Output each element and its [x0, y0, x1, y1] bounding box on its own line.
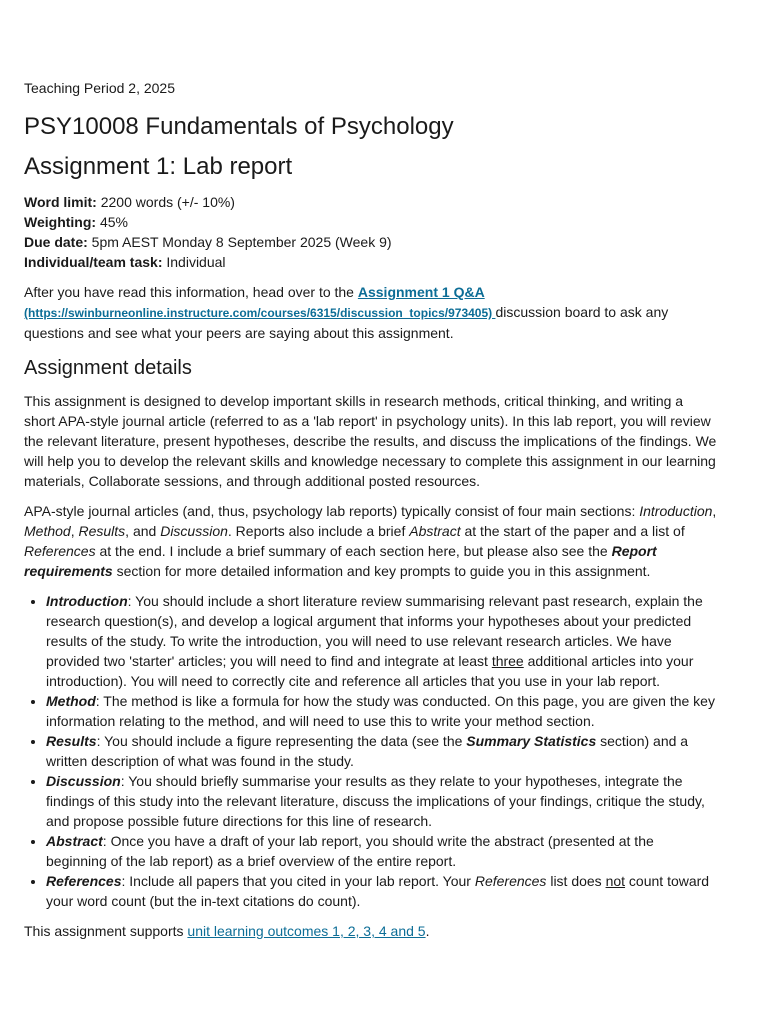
- assignment-meta: [24, 192, 718, 272]
- unit-title: PSY10008 Fundamentals of Psychology: [24, 113, 454, 140]
- list-item-discussion: [46, 771, 718, 831]
- term-introduction: Introduction: [639, 503, 713, 519]
- list-item-abstract: [46, 831, 718, 871]
- underlined-three: three: [491, 653, 524, 669]
- qa-link-url: (https://swinburneonline.instructure.com/courses/6315/discussion_topics/973405): [24, 306, 496, 320]
- text: : Include all papers that you cited in your lab report. Your: [121, 873, 475, 889]
- text: : You should include a figure representing the data (see the: [96, 733, 467, 749]
- text: section) and a written description of what was found in the study.: [46, 733, 689, 769]
- text: at the end. I include a brief summary of each section here, but please also see the: [95, 543, 612, 559]
- term-method: Method: [24, 523, 71, 539]
- discussion-term: Discussion: [46, 773, 121, 789]
- word-limit-row: [24, 192, 718, 212]
- due-date-value: 5pm AEST Monday 8 September 2025 (Week 9): [87, 234, 392, 250]
- qa-text-before: After you have read this information, head over to the: [24, 284, 358, 300]
- due-date-label: Due date:: [24, 234, 88, 250]
- outcomes-paragraph: [24, 921, 718, 941]
- text: : You should include a short literature review summarising relevant past research, explain the research question(s), and develop a logical argument that informs your hypotheses about your predicted results of the study. To write the introduction, you will need to use relevant research articles. We have provided two 'starter' articles; you will need to find and integrate at least: [46, 593, 703, 669]
- underlined-not: not: [605, 873, 626, 889]
- text: additional articles into your introduction). You will need to correctly cite and reference all articles that you use in your lab report.: [46, 653, 694, 689]
- list-item-introduction: [46, 591, 718, 691]
- qa-link-text: Assignment 1 Q&A: [357, 284, 485, 300]
- weighting-value: 45%: [96, 214, 128, 230]
- term-abstract: Abstract: [409, 523, 461, 539]
- text: : You should briefly summarise your results as they relate to your hypotheses, integrate the findings of this study into the relevant literature, discuss the implications of your findings, critique the study, and propose possible future directions for this line of research.: [46, 773, 705, 829]
- text: : Once you have a draft of your lab report, you should write the abstract (presented at the beginning of the lab report) as a brief overview of the entire report.: [46, 833, 654, 869]
- task-type-row: [24, 252, 718, 272]
- term-references: References: [24, 543, 96, 559]
- due-date-row: [24, 232, 718, 252]
- weighting-label: Weighting:: [24, 214, 97, 230]
- term-report-requirements: Report requirements: [24, 543, 657, 579]
- results-term: Results: [46, 733, 97, 749]
- weighting-row: [24, 212, 718, 232]
- learning-outcomes-link[interactable]: unit learning outcomes 1, 2, 3, 4 and 5: [187, 923, 426, 939]
- task-type-value: Individual: [162, 254, 226, 270]
- sections-list: [24, 591, 718, 911]
- teaching-period: Teaching Period 2, 2025: [24, 80, 175, 96]
- summary-statistics-term: Summary Statistics: [466, 733, 597, 749]
- text: at the start of the paper and a list of: [460, 523, 685, 539]
- text: . Reports also include a brief: [227, 523, 410, 539]
- assignment-details-heading: Assignment details: [24, 357, 192, 379]
- references-italic: References: [474, 873, 547, 889]
- text: This assignment supports: [24, 923, 188, 939]
- text: list does: [546, 873, 606, 889]
- text: section for more detailed information and key prompts to guide you in this assignment.: [112, 563, 651, 579]
- word-limit-value: 2200 words (+/- 10%): [96, 194, 235, 210]
- assignment-title: Assignment 1: Lab report: [24, 153, 293, 180]
- text: APA-style journal articles (and, thus, psychology lab reports) typically consist of four main sections:: [24, 503, 640, 519]
- text: : The method is like a formula for how the study was conducted. On this page, you are given the key information relating to the method, and will need to use this to write your method section.: [46, 693, 715, 729]
- references-term: References: [46, 873, 122, 889]
- qa-paragraph: [24, 282, 718, 343]
- abstract-term: Abstract: [46, 833, 103, 849]
- method-term: Method: [46, 693, 96, 709]
- word-limit-label: Word limit:: [24, 194, 97, 210]
- details-sections-paragraph: [24, 501, 718, 581]
- task-type-label: Individual/team task:: [24, 254, 163, 270]
- introduction-term: Introduction: [46, 593, 128, 609]
- list-item-references: [46, 871, 718, 911]
- qa-text-after: discussion board to ask any questions and see what your peers are saying about this assignment.: [24, 304, 669, 341]
- list-item-results: [46, 731, 718, 771]
- term-discussion: Discussion: [160, 523, 228, 539]
- list-item-method: [46, 691, 718, 731]
- text: .: [425, 923, 430, 939]
- text: ,: [70, 523, 79, 539]
- text: count toward your word count (but the in-text citations do count).: [46, 873, 710, 909]
- text: ,: [712, 503, 717, 519]
- term-results: Results: [78, 523, 126, 539]
- details-intro-paragraph: This assignment is designed to develop important skills in research methods, critical thinking, and writing a short APA-style journal article (referred to as a 'lab report' in psychology units). In this lab report, you will review the relevant literature, present hypotheses, describe the results, and discuss the implications of the findings. We will help you to develop the relevant skills and knowledge necessary to complete this assignment in our learning materials, Collaborate sessions, and through additional posted resources.: [24, 393, 717, 489]
- text: , and: [125, 523, 161, 539]
